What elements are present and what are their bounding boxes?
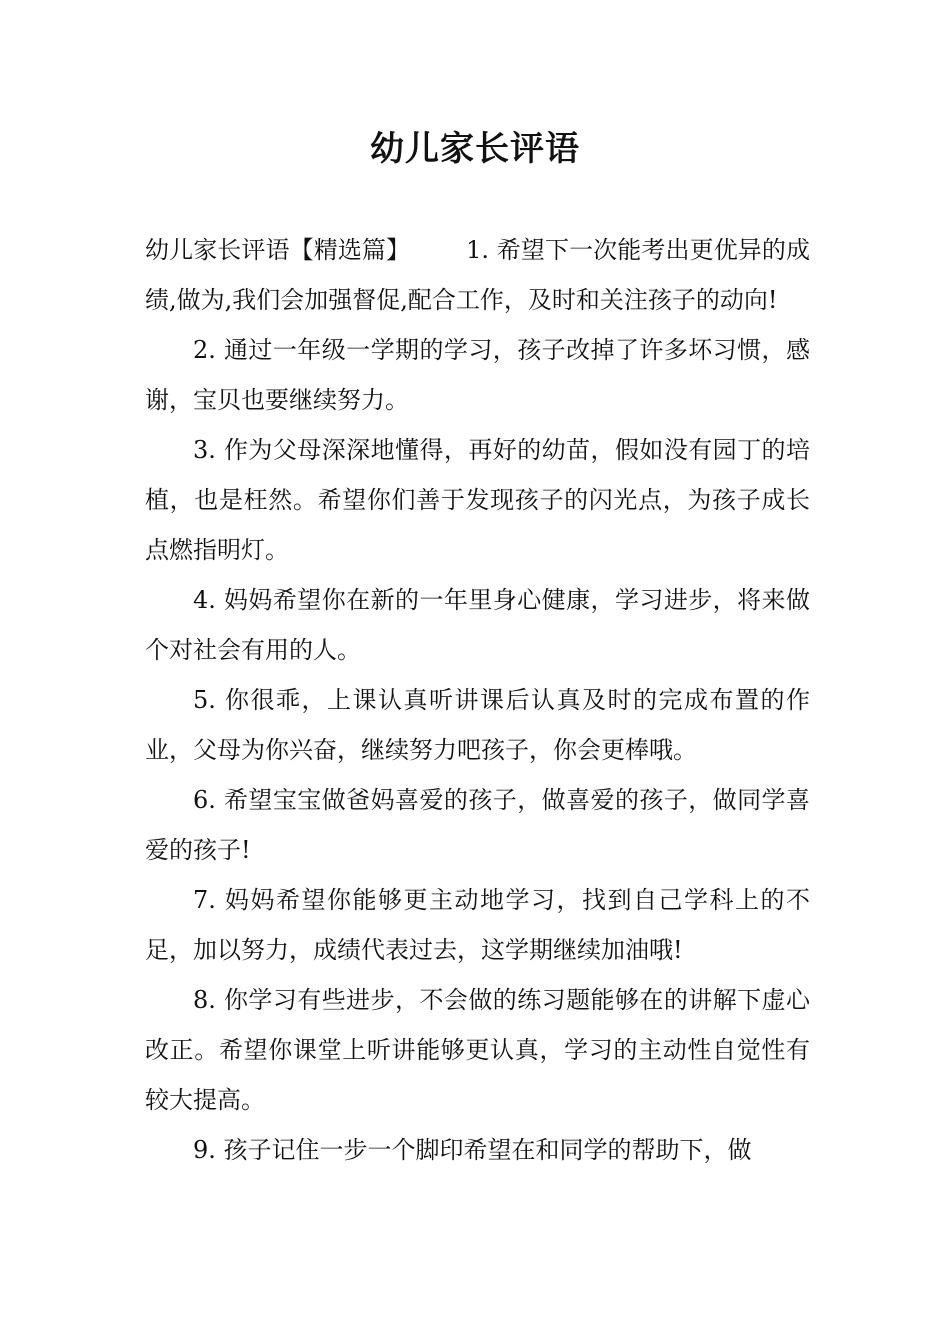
paragraph-7: 7. 妈妈希望你能够更主动地学习，找到自己学科上的不足，加以努力，成绩代表过去，这学期继续加油哦!	[145, 886, 810, 964]
intro-text: 1. 希望下一次能考出更优异的成绩,做为,我们会加强督促,配合工作，及时和关注孩子的动向!	[145, 236, 811, 314]
document-body	[145, 225, 810, 1175]
intro-heading: 幼儿家长评语【精选篇】	[145, 236, 411, 264]
intro-paragraph	[145, 225, 810, 325]
paragraph-4: 4. 妈妈希望你在新的一年里身心健康，学习进步，将来做个对社会有用的人。	[145, 586, 810, 664]
document-title: 幼儿家长评语	[370, 129, 580, 169]
paragraph-6: 6. 希望宝宝做爸妈喜爱的孩子，做喜爱的孩子，做同学喜爱的孩子!	[145, 786, 810, 864]
paragraph-8: 8. 你学习有些进步，不会做的练习题能够在的讲解下虚心改正。希望你课堂上听讲能够更认真，学习的主动性自觉性有较大提高。	[145, 986, 810, 1114]
paragraph-9: 9. 孩子记住一步一个脚印希望在和同学的帮助下，做	[193, 1136, 752, 1164]
paragraph-2: 2. 通过一年级一学期的学习，孩子改掉了许多坏习惯，感谢，宝贝也要继续努力。	[145, 336, 810, 414]
paragraph-3: 3. 作为父母深深地懂得，再好的幼苗，假如没有园丁的培植，也是枉然。希望你们善于发现孩子的闪光点，为孩子成长点燃指明灯。	[145, 436, 810, 564]
paragraph-5: 5. 你很乖，上课认真听讲课后认真及时的完成布置的作业，父母为你兴奋，继续努力吧孩子，你会更棒哦。	[145, 686, 810, 764]
